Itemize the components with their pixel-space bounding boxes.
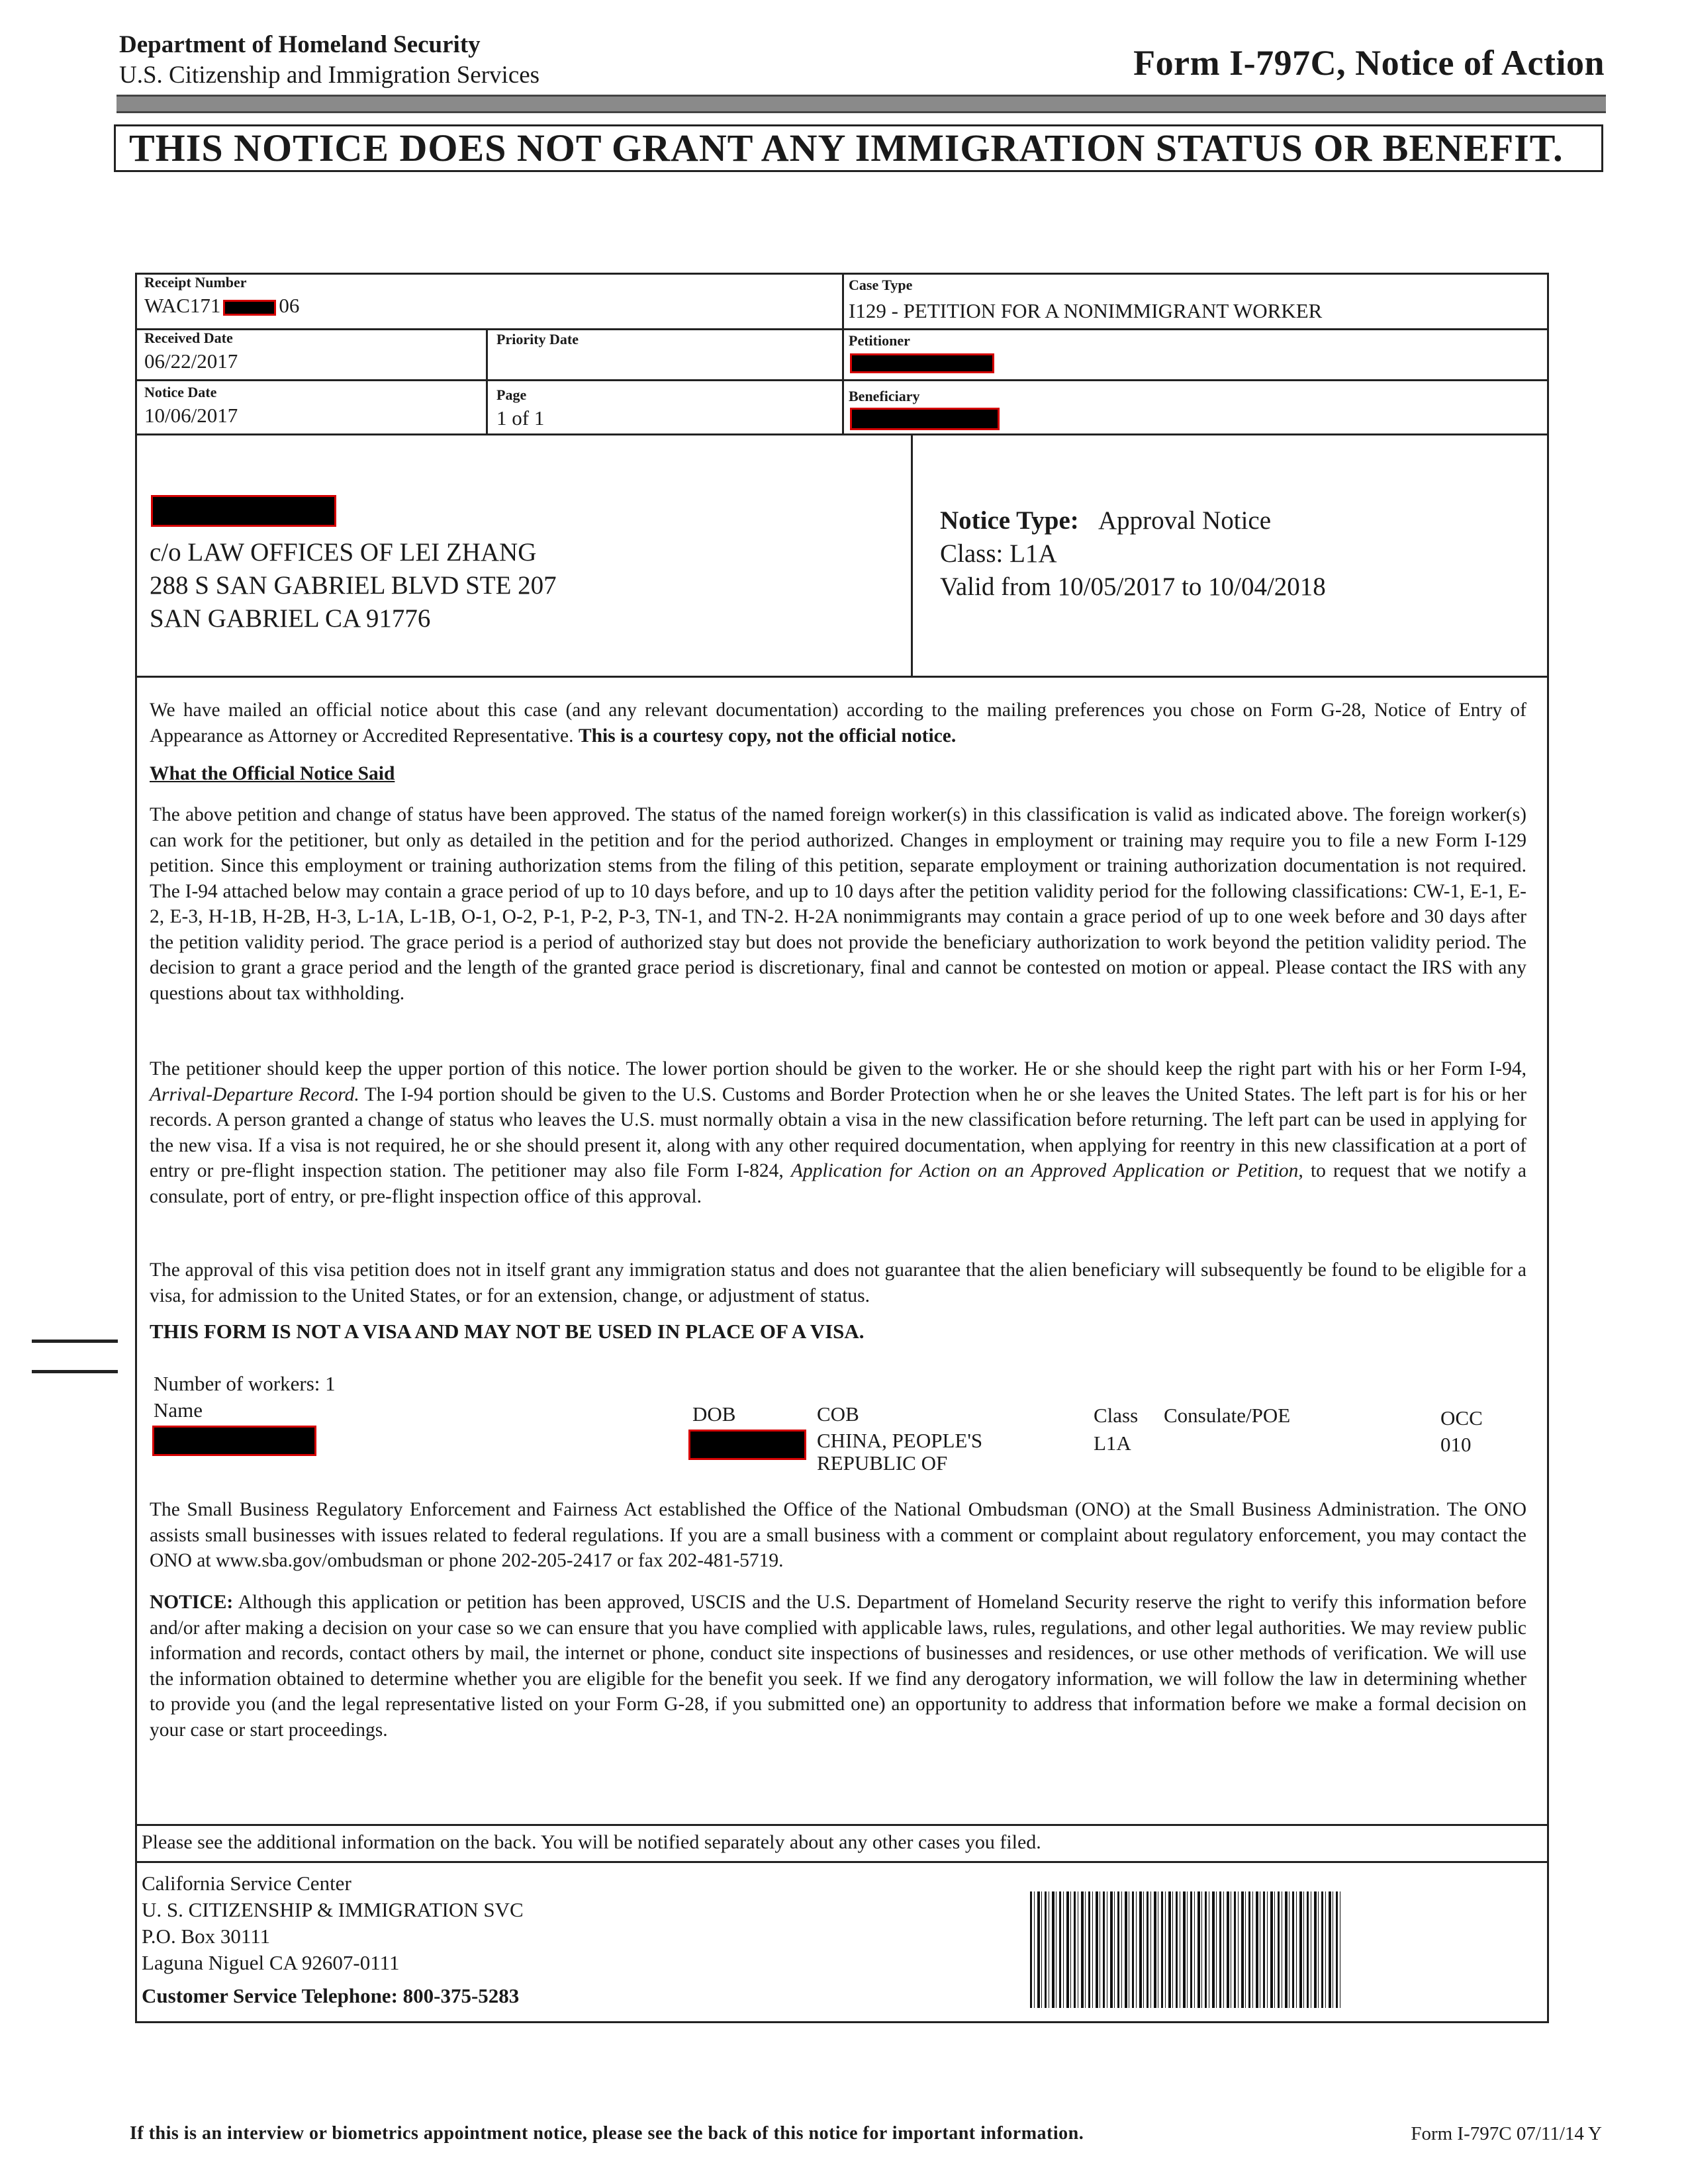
barcode <box>1030 1891 1341 2008</box>
not-a-visa-warning: THIS FORM IS NOT A VISA AND MAY NOT BE USED IN PLACE OF A VISA. <box>150 1320 865 1343</box>
beneficiary-label: Beneficiary <box>849 388 920 404</box>
courtesy-copy-note: This is a courtesy copy, not the official notice. <box>578 725 957 747</box>
recipient-name-redaction <box>151 495 336 527</box>
worker-count: Number of workers: 1 <box>154 1372 336 1395</box>
page-count: 1 of 1 <box>496 406 545 430</box>
consulate-header: Consulate/POE <box>1164 1404 1291 1427</box>
disclaimer-text: The approval of this visa petition does not in itself grant any immigration status and does not guarantee that the alien beneficiary will subsequently be found to be eligible for a visa, for admission to the United States, or for an extension, change, or adjustment of status. <box>150 1259 1526 1306</box>
service-center-line: California Service Center <box>142 1872 352 1895</box>
received-date-label: Received Date <box>144 330 233 346</box>
header-divider <box>117 95 1606 113</box>
margin-mark <box>32 1340 118 1343</box>
intro-text: We have mailed an official notice about this case (and any relevant documentation) according to the mailing preferences you chose on Form G-28, Notice of Entry of Appearance as Attorney or Accredited Representative. <box>150 700 1526 747</box>
grid-line <box>135 676 1549 678</box>
notice-type-value: Approval Notice <box>1098 506 1272 535</box>
case-type-label: Case Type <box>849 277 913 293</box>
address-line: c/o LAW OFFICES OF LEI ZHANG <box>150 538 537 567</box>
receipt-number <box>144 294 299 318</box>
notice-type-block <box>940 504 1326 604</box>
notice-paragraph <box>150 1590 1526 1743</box>
sub-agency-name: U.S. Citizenship and Immigration Services <box>119 62 540 89</box>
petitioner-label: Petitioner <box>849 332 910 349</box>
cob-line: CHINA, PEOPLE'S <box>817 1429 983 1452</box>
receipt-number-suffix: 06 <box>279 294 300 317</box>
grid-line <box>911 433 913 677</box>
disclaimer-paragraph <box>150 1257 1526 1308</box>
approval-paragraph <box>150 802 1526 1006</box>
dob-header: DOB <box>692 1402 736 1426</box>
worker-name-redaction <box>152 1426 316 1456</box>
i94-text-d: Application for Action on an Approved Application or Petition, <box>790 1160 1303 1181</box>
page-label: Page <box>496 387 527 403</box>
grid-line <box>486 328 488 435</box>
dob-redaction <box>688 1430 806 1460</box>
status-banner: THIS NOTICE DOES NOT GRANT ANY IMMIGRATION STATUS OR BENEFIT. <box>114 124 1603 172</box>
i94-paragraph <box>150 1056 1526 1209</box>
petitioner-redaction <box>850 353 994 373</box>
notice-label: NOTICE: <box>150 1592 234 1613</box>
validity-period: Valid from 10/05/2017 to 10/04/2018 <box>940 572 1326 601</box>
cob-header: COB <box>817 1402 859 1426</box>
i94-text-b: Arrival-Departure Record. <box>150 1083 359 1105</box>
class-value: L1A <box>1094 1432 1131 1455</box>
grid-line <box>135 1824 1549 1826</box>
cob-line: REPUBLIC OF <box>817 1451 948 1475</box>
footer-note: If this is an interview or biometrics appointment notice, please see the back of this notice for important information. <box>130 2123 1084 2144</box>
priority-date-label: Priority Date <box>496 331 579 347</box>
section-heading: What the Official Notice Said <box>150 763 395 784</box>
notice-date-label: Notice Date <box>144 384 217 400</box>
notice-type-label: Notice Type: <box>940 506 1079 535</box>
received-date: 06/22/2017 <box>144 349 238 373</box>
receipt-number-label: Receipt Number <box>144 274 247 291</box>
address-line: 288 S SAN GABRIEL BLVD STE 207 <box>150 571 557 600</box>
service-center-line: P.O. Box 30111 <box>142 1925 271 1948</box>
receipt-number-prefix: WAC171 <box>144 294 221 317</box>
margin-mark <box>32 1370 118 1373</box>
beneficiary-redaction <box>850 408 1000 430</box>
agency-name: Department of Homeland Security <box>119 31 481 58</box>
intro-paragraph <box>150 698 1526 749</box>
notice-date: 10/06/2017 <box>144 404 238 427</box>
back-note: Please see the additional information on the back. You will be notified separately about any other cases you filed. <box>142 1831 1041 1853</box>
grid-line <box>842 273 844 435</box>
i94-text-e: to request that we notify a consulate, port of entry, or pre-flight inspection office of this approval. <box>150 1160 1527 1207</box>
case-type: I129 - PETITION FOR A NONIMMIGRANT WORKER <box>849 299 1323 322</box>
form-version: Form I-797C 07/11/14 Y <box>1411 2123 1602 2144</box>
class-header: Class <box>1094 1404 1139 1427</box>
form-title: Form I-797C, Notice of Action <box>1133 43 1605 83</box>
worker-name-header: Name <box>154 1398 203 1422</box>
service-center-line: Laguna Niguel CA 92607-0111 <box>142 1951 400 1974</box>
i94-text-c: The I-94 portion should be given to the U.S. Customs and Border Protection when he or she leaves the United States. The left part is for his or her records. A person granted a change of status who leaves the U.S. must normally obtain a visa in the new classification before returning. The left part can be used in applying for the new visa. If a visa is not required, he or she should present it, along with any other required documentation, when applying for reentry in this new classification at a port of entry or pre-flight inspection station. The petitioner may also file Form I-824, <box>150 1083 1527 1181</box>
customer-service-phone: Customer Service Telephone: 800-375-5283 <box>142 1984 520 2007</box>
service-center-address <box>142 1870 524 2009</box>
cob-value <box>817 1428 982 1476</box>
occ-header: OCC <box>1440 1406 1483 1430</box>
occ-value: 010 <box>1440 1433 1472 1456</box>
i94-text-a: The petitioner should keep the upper portion of this notice. The lower portion should be given to the worker. He or she should keep the right part with his or her Form I-94, <box>150 1058 1526 1079</box>
service-center-line: U. S. CITIZENSHIP & IMMIGRATION SVC <box>142 1898 524 1921</box>
notice-text: Although this application or petition has been approved, USCIS and the U.S. Department of Homeland Security reserve the right to verify this information before and/or after making a decision on your case so we can ensure that you have complied with applicable laws, rules, regulations, and other legal authorities. We may review public information and records, contact others by mail, the internet or phone, conduct site inspections of businesses and residences, or use other methods of verification. We will use the information obtained to determine whether you are eligible for the benefit you seek. If we find any derogatory information, we will follow the law in determining whether to provide you (and the legal representative listed on your Form G-28, if you submitted one) an opportunity to address that information before we make a formal decision on your case or start proceedings. <box>150 1592 1527 1741</box>
approval-text: The above petition and change of status have been approved. The status of the named foreign worker(s) in this classification is valid as indicated above. The foreign worker(s) can work for the petitioner, but only as detailed in the petition and for the period authorized. Changes in employment or training may require you to file a new Form I-129 petition. Since this employment or training authorization stems from the filing of this petition, separate employment or training authorization documentation is not required. The I-94 attached below may contain a grace period of up to 10 days before, and up to 10 days after the petition validity period for the following classifications: CW-1, E-1, E-2, E-3, H-1B, H-2B, H-3, L-1A, L-1B, O-1, O-2, P-1, P-2, P-3, TN-1, and TN-2. H-2A nonimmigrants may contain a grace period of up to one week before and 30 days after the petition validity period. The grace period is a period of authorized stay but does not provide the beneficiary authorization to work beyond the petition validity period. The decision to grant a grace period and the length of the granted grace period is discretionary, final and cannot be contested on motion or appeal. Please contact the IRS with any questions about tax withholding. <box>150 804 1526 1004</box>
sbrefa-paragraph <box>150 1497 1526 1574</box>
visa-class: Class: L1A <box>940 539 1057 568</box>
redaction-block <box>223 300 276 316</box>
sbrefa-text: The Small Business Regulatory Enforcement and Fairness Act established the Office of the National Ombudsman (ONO) at the Small Business Administration. The ONO assists small businesses with issues related to federal regulations. If you are a small business with a comment or complaint about regulatory enforcement, you may contact the ONO at www.sba.gov/ombudsman or phone 202-205-2417 or fax 202-481-5719. <box>150 1499 1526 1571</box>
address-line: SAN GABRIEL CA 91776 <box>150 604 431 633</box>
grid-line <box>135 1861 1549 1863</box>
mailing-address <box>150 536 557 635</box>
